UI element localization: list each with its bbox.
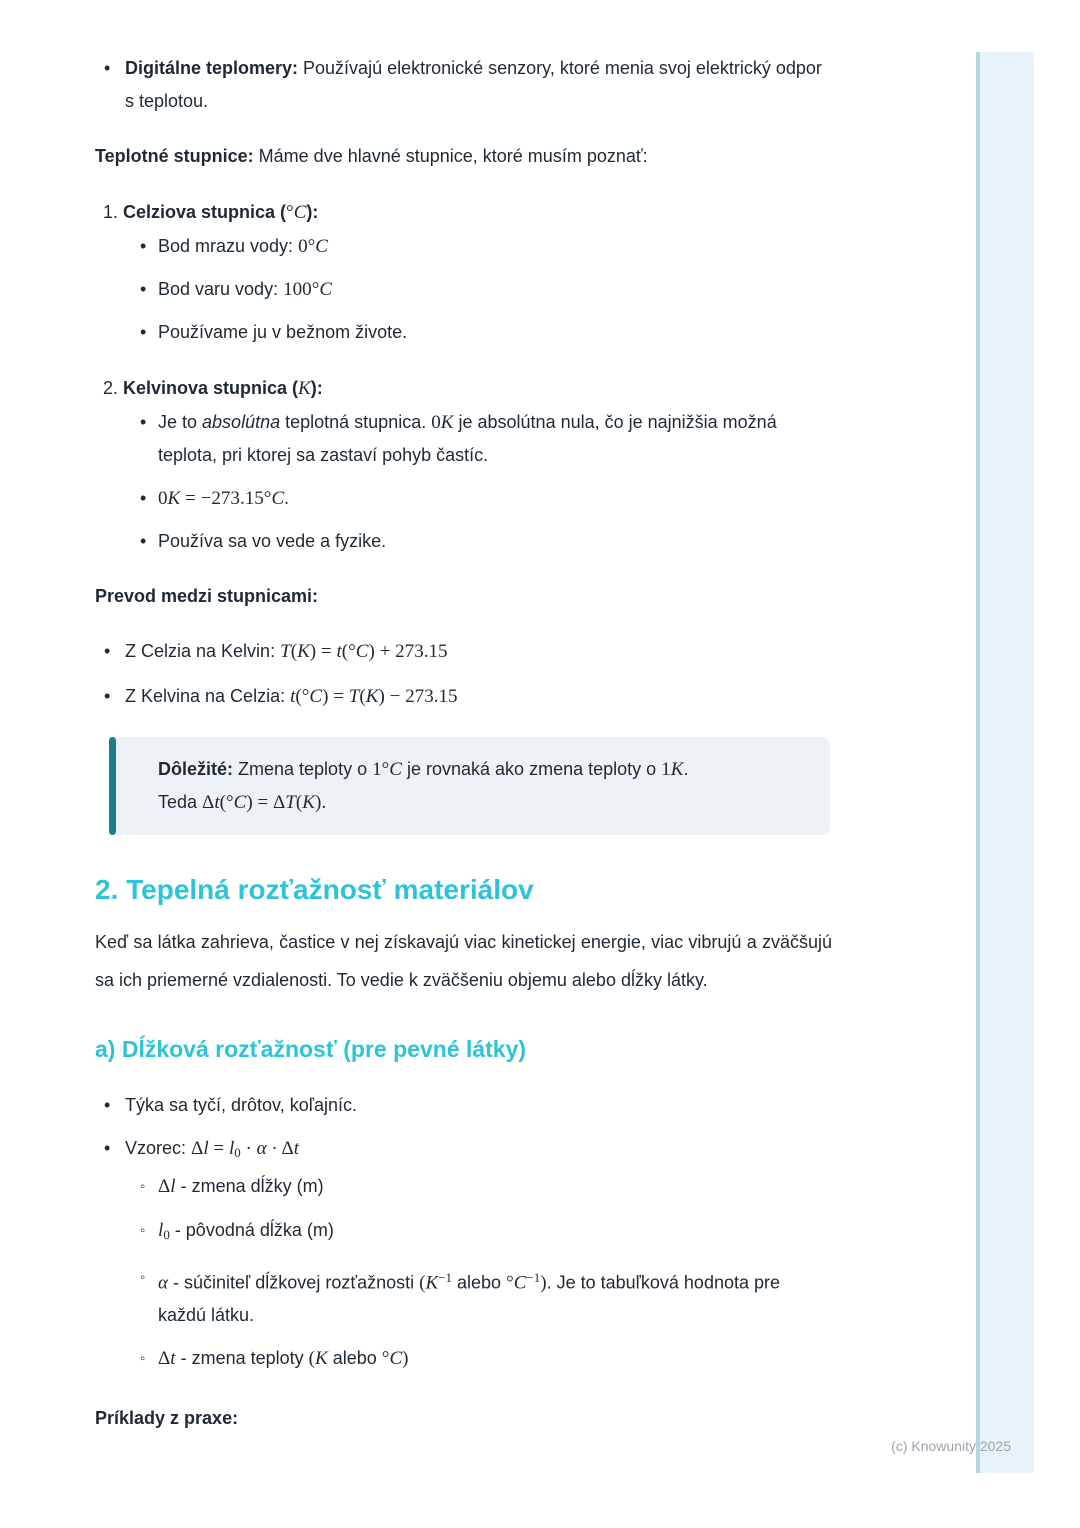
list-item (95, 52, 832, 118)
subsection-heading: a) Dĺžková rozťažnosť (pre pevné látky) (95, 1036, 527, 1062)
examples-heading: Príklady z praxe: (95, 1408, 239, 1429)
list-item-text: Používame ju v bežnom živote. (158, 322, 408, 342)
list-item-text: Δt - zmena teploty (K alebo °C) (158, 1348, 409, 1370)
conversion-heading: Prevod medzi stupnicami: (95, 586, 319, 606)
bullet-icon (95, 1089, 125, 1122)
item-number: 2. (103, 378, 119, 398)
circle-bullet-icon (140, 1342, 158, 1376)
numbered-item-title-row (95, 372, 832, 405)
list-item (140, 1170, 832, 1204)
list-item-text: Týka sa tyčí, drôtov, koľajníc. (125, 1095, 357, 1115)
numbered-item-celsius (95, 196, 832, 349)
list-item (140, 1261, 832, 1332)
item-title: Kelvinova stupnica (K): (123, 378, 323, 399)
list-item-text: Používa sa vo vede a fyzike. (158, 531, 387, 551)
bullet-icon (95, 1132, 125, 1165)
list-item (140, 1214, 832, 1251)
numbered-item-title-row (95, 196, 832, 229)
bullet-icon (140, 273, 158, 306)
list-item (140, 273, 832, 306)
bullet-icon (140, 316, 158, 349)
list-item-text: α - súčiniteľ dĺžkovej rozťažnosti ($K^{-1}$ alebo $^\circ C^{-1}$). Je to tabuľková hodnota pre každú látku. (158, 1269, 781, 1326)
list-item-text: Digitálne teplomery: Používajú elektronické senzory, ktoré menia svoj elektrický odpor s teplotou. (125, 58, 822, 111)
list-item (95, 680, 832, 713)
conversion-list (95, 635, 832, 713)
scales-intro-text: Teplotné stupnice: Máme dve hlavné stupnice, ktoré musím poznať: (95, 146, 648, 166)
item-number: 1. (103, 202, 119, 222)
list-item (95, 1132, 832, 1169)
callout-line: Dôležité: Zmena teploty o 1°C je rovnaká ako zmena teploty o 1K. (158, 759, 689, 780)
list-item (95, 635, 832, 668)
list-item (140, 406, 832, 472)
list-item-text: Bod varu vody: 100°C (158, 279, 333, 300)
numbered-item-kelvin (95, 372, 832, 558)
circle-bullet-icon (140, 1170, 158, 1204)
list-item (140, 230, 832, 263)
bullet-icon (140, 406, 158, 439)
formula-terms-list (95, 1170, 832, 1376)
callout-accent-bar (109, 737, 116, 835)
list-item-text: 0K = −273.15°C. (158, 488, 289, 509)
section-paragraph: Keď sa látka zahrieva, častice v nej získavajú viac kinetickej energie, viac vibrujú a zväčšujú sa ich priemerné vzdialenosti. To vedie k zväčšeniu objemu alebo dĺžky látky. (95, 932, 832, 990)
sub-bullet-list (95, 230, 832, 349)
list-item-text: Z Kelvina na Celzia: t(°C) = T(K) − 273.15 (125, 686, 458, 707)
list-item-text: Z Celzia na Kelvin: T(K) = t(°C) + 273.15 (125, 641, 448, 662)
sub-bullet-list (95, 406, 832, 558)
bullet-icon (140, 230, 158, 263)
page-content (95, 52, 832, 1435)
section-heading: 2. Tepelná rozťažnosť materiálov (95, 874, 534, 905)
bullet-icon (95, 52, 125, 85)
bullet-icon (95, 635, 125, 668)
numbered-list (95, 196, 832, 558)
list-item (95, 1089, 832, 1122)
list-item-text: l0 - pôvodná dĺžka (m) (158, 1219, 334, 1242)
important-callout (109, 737, 830, 835)
list-item-text: Bod mrazu vody: 0°C (158, 236, 328, 257)
list-item-text: Δl - zmena dĺžky (m) (158, 1175, 324, 1197)
callout-line: Teda Δt(°C) = ΔT(K). (158, 792, 327, 813)
bullet-icon (140, 525, 158, 558)
list-item (140, 1342, 832, 1376)
list-item-text: Vzorec: Δl = l0 · α · Δt (125, 1138, 300, 1160)
bullet-icon (95, 680, 125, 713)
circle-bullet-icon (140, 1214, 158, 1248)
subsection-list (95, 1089, 832, 1376)
list-item-text: Je to absolútna teplotná stupnica. 0K je absolútna nula, čo je najnižšia možná teplota, pri ktorej sa zastaví pohyb častíc. (158, 412, 777, 465)
list-item (140, 316, 832, 349)
page-edge-stripe (976, 52, 1034, 1473)
bullet-icon (140, 482, 158, 515)
circle-bullet-icon (140, 1261, 158, 1295)
copyright-notice: (c) Knowunity 2025 (891, 1438, 1011, 1454)
item-title: Celziova stupnica (°C): (123, 202, 319, 223)
list-item (140, 525, 832, 558)
list-item (140, 482, 832, 515)
